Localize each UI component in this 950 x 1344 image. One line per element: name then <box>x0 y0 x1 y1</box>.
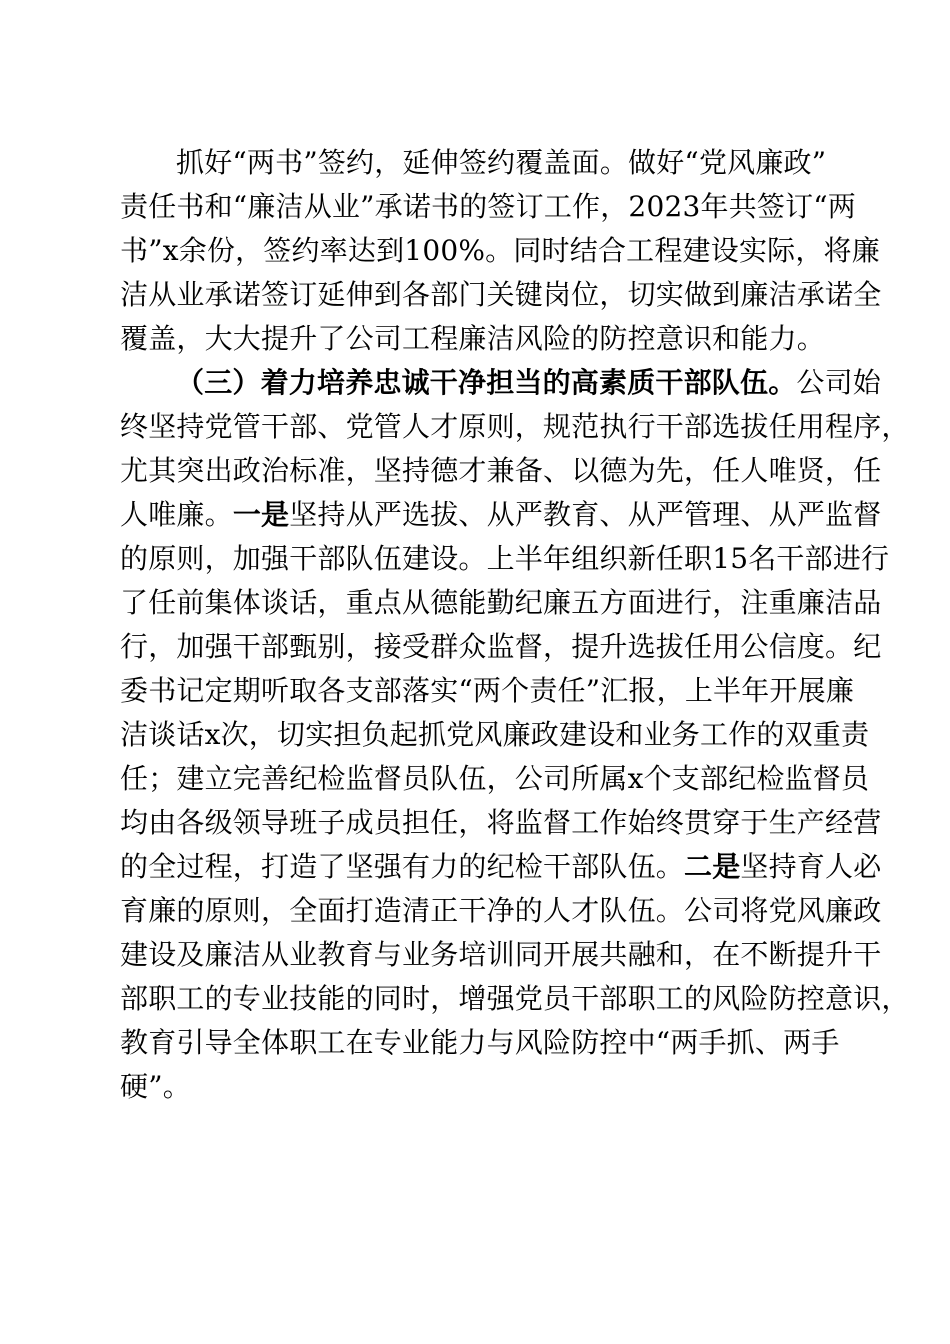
paragraph-line: 责任书和“廉洁从业”承诺书的签订工作，2023年共签订“两 <box>120 190 857 223</box>
paragraph-line: 终坚持党管干部、党管人才原则，规范执行干部选拔任用程序， <box>120 410 910 443</box>
paragraph-line: 洁从业承诺签订延伸到各部门关键岗位，切实做到廉洁承诺全 <box>120 278 882 311</box>
paragraph-line: 尤其突出政治标准，坚持德才兼备、以德为先，任人唯贤，任 <box>120 454 882 487</box>
paragraph-line: 任；建立完善纪检监督员队伍，公司所属x个支部纪检监督员 <box>120 762 870 795</box>
paragraph-line: 部职工的专业技能的同时，增强党员干部职工的风险防控意识， <box>120 982 910 1015</box>
text-run: 人唯廉。 <box>120 498 233 531</box>
paragraph-line: 抓好“两书”签约，延伸签约覆盖面。做好“党风廉政” <box>176 146 827 179</box>
paragraph-line: 书”x余份，签约率达到100%。同时结合工程建设实际，将廉 <box>120 234 880 267</box>
paragraph-line: 建设及廉洁从业教育与业务培训同开展共融和，在不断提升干 <box>120 938 882 971</box>
paragraph-line: 的原则，加强干部队伍建设。上半年组织新任职15名干部进行 <box>120 542 890 575</box>
paragraph-line: 硬”。 <box>120 1070 191 1103</box>
text-run: 坚持从严选拔、从严教育、从严管理、从严监督 <box>289 498 882 531</box>
point-marker-one: 一是 <box>232 498 290 531</box>
text-run: 坚持育人必 <box>740 850 882 883</box>
paragraph-line: 了任前集体谈话，重点从德能勤纪廉五方面进行，注重廉洁品 <box>120 586 882 619</box>
section-line <box>176 363 882 403</box>
point-marker-two: 二是 <box>684 850 741 883</box>
paragraph-line: 覆盖，大大提升了公司工程廉洁风险的防控意识和能力。 <box>120 322 826 355</box>
section-lead-text: 公司始 <box>796 366 882 399</box>
paragraph-line: 均由各级领导班子成员担任，将监督工作始终贯穿于生产经营 <box>120 806 882 839</box>
paragraph-line: 洁谈话x次，切实担负起抓党风廉政建设和业务工作的双重责 <box>120 718 870 751</box>
paragraph-line: 育廉的原则，全面打造清正干净的人才队伍。公司将党风廉政 <box>120 894 882 927</box>
paragraph-line <box>120 847 882 887</box>
paragraph-line: 行，加强干部甄别，接受群众监督，提升选拔任用公信度。纪 <box>120 630 882 663</box>
paragraph-line: 教育引导全体职工在专业能力与风险防控中“两手抓、两手 <box>120 1026 840 1059</box>
text-run: 的全过程，打造了坚强有力的纪检干部队伍。 <box>120 850 685 883</box>
section-heading: （三）着力培养忠诚干净担当的高素质干部队伍。 <box>176 366 797 399</box>
paragraph-line: 委书记定期听取各支部落实“两个责任”汇报，上半年开展廉 <box>120 674 855 707</box>
paragraph-line <box>120 495 882 535</box>
